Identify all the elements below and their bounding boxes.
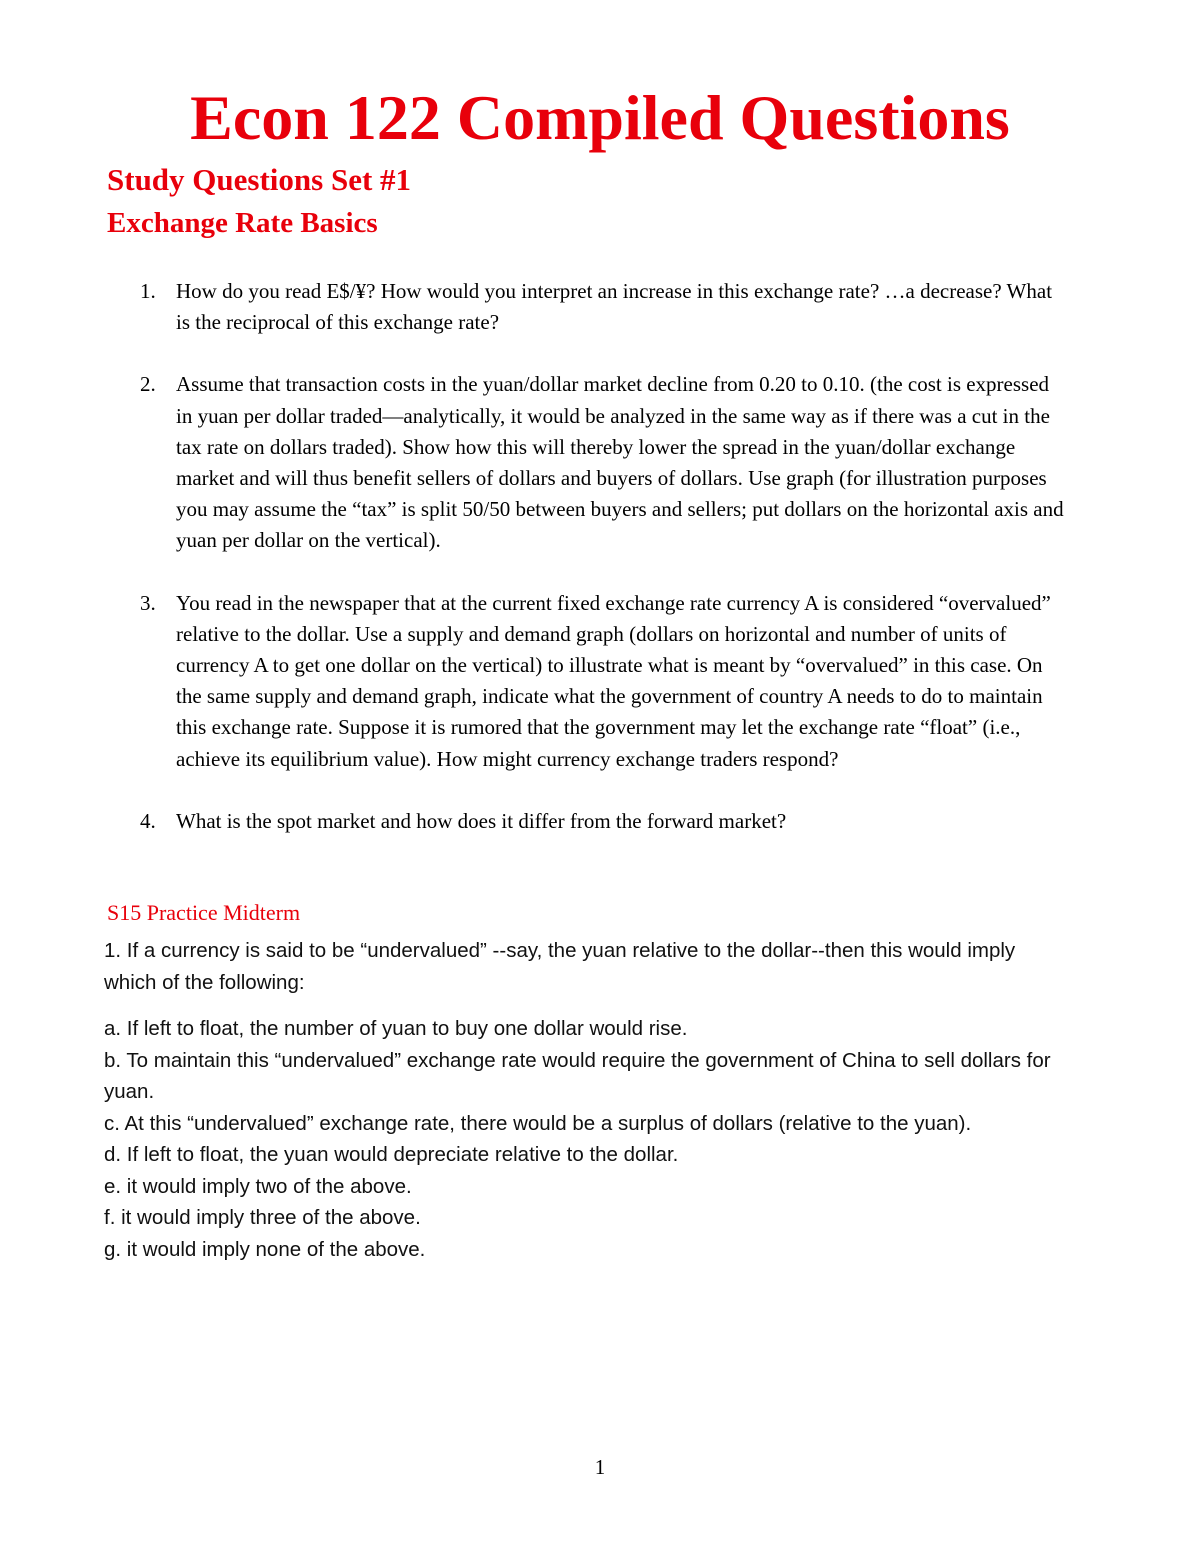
mc-option-f: f. it would imply three of the above. [104, 1206, 421, 1229]
study-question-1 [0, 276, 1068, 338]
study-question-list [0, 276, 1200, 868]
mc-option-b: b. To maintain this “undervalued” exchange rate would require the government of China to sell dollars for yuan. [104, 1048, 1051, 1103]
page-number: 1 [594, 1455, 606, 1479]
mc-option-a: a. If left to float, the number of yuan to buy one dollar would rise. [104, 1017, 688, 1040]
mc-option-g: g. it would imply none of the above. [104, 1237, 426, 1261]
question-text: How do you read E$/¥? How would you interpret an increase in this exchange rate? …a decrease? What is the reciprocal of this exchange rate? [176, 279, 1053, 335]
question-number: 1. [140, 279, 156, 303]
study-question-3 [0, 588, 1068, 775]
mc-option-e: e. it would imply two of the above. [104, 1174, 412, 1198]
mc-option-c: c. At this “undervalued” exchange rate, there would be a surplus of dollars (relative to the yuan). [104, 1111, 972, 1135]
multiple-choice-question [104, 935, 1064, 1265]
study-question-2 [0, 369, 1068, 556]
question-text: What is the spot market and how does it differ from the forward market? [176, 808, 787, 833]
section-heading: Exchange Rate Basics [107, 207, 378, 239]
study-question-4 [0, 806, 1068, 837]
question-number: 3. [140, 590, 156, 615]
document-title: Econ 122 Compiled Questions [190, 82, 1010, 153]
mc-option-d: d. If left to float, the yuan would depreciate relative to the dollar. [104, 1143, 679, 1166]
practice-midterm-heading: S15 Practice Midterm [107, 900, 301, 925]
study-set-heading: Study Questions Set #1 [107, 162, 412, 197]
question-number: 4. [140, 808, 156, 833]
mc-question-text: 1. If a currency is said to be “undervalued” --say, the yuan relative to the dollar--then this would imply which of the following: [104, 939, 1016, 994]
question-text: You read in the newspaper that at the current fixed exchange rate currency A is considered “overvalued” relative to the dollar. Use a supply and demand graph (dollars on horizontal and number of units of currency A to get one dollar on the vertical) to illustrate what is meant by “overvalued” in this case. On the same supply and demand graph, indicate what the government of country A needs to do to maintain this exchange rate. Suppose it is rumored that the government may let the exchange rate “float” (i.e., achieve its equilibrium value). How might currency exchange traders respond? [176, 590, 1051, 771]
question-number: 2. [140, 372, 156, 397]
question-text: Assume that transaction costs in the yuan/dollar market decline from 0.20 to 0.10. (the cost is expressed in yuan per dollar traded—analytically, it would be analyzed in the same way as if there was a cut in the tax rate on dollars traded). Show how this will thereby lower the spread in the yuan/dollar exchange market and will thus benefit sellers of dollars and buyers of dollars. Use graph (for illustration purposes you may assume the “tax” is split 50/50 between buyers and sellers; put dollars on the horizontal axis and yuan per dollar on the vertical). [176, 372, 1064, 553]
